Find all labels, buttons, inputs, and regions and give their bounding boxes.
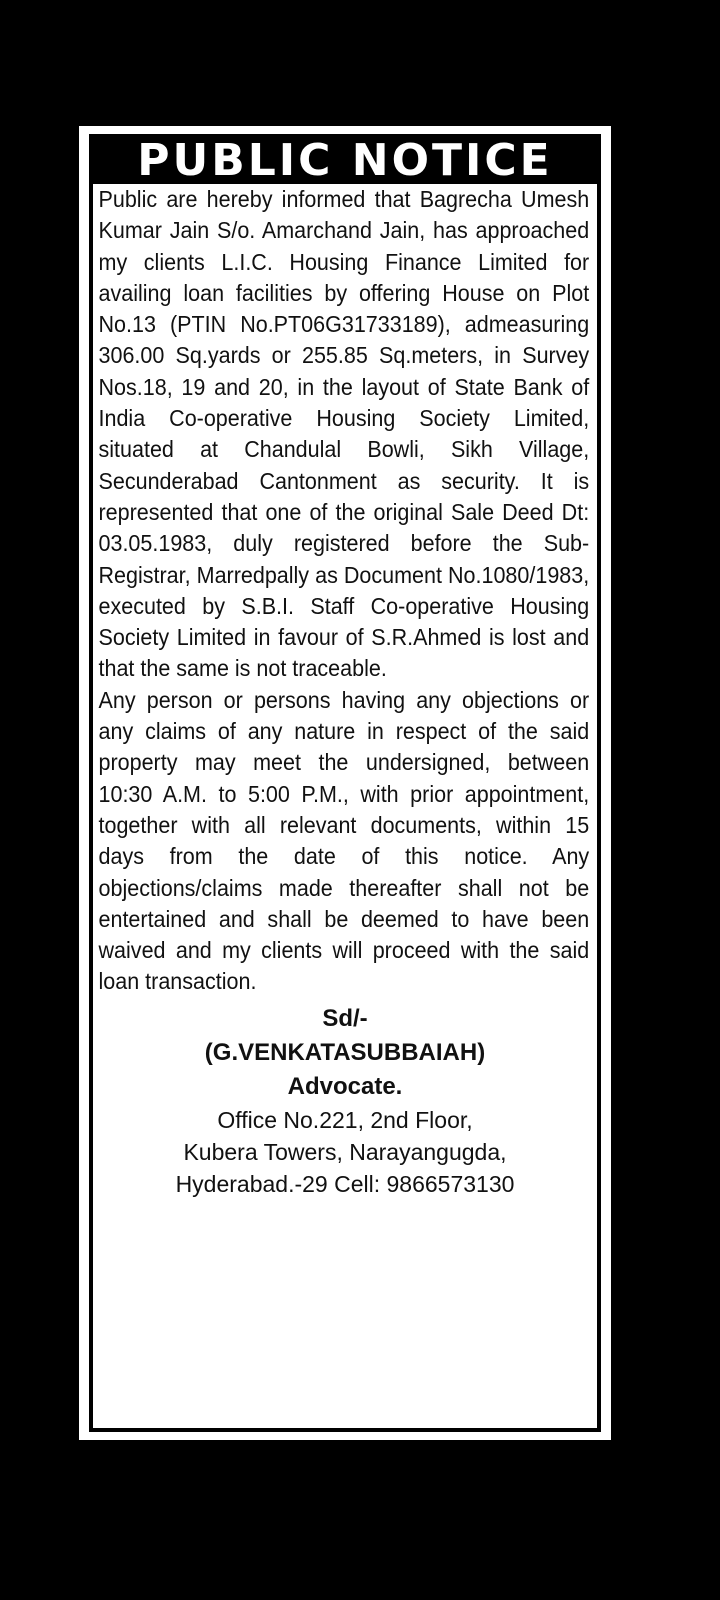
notice-paragraph-2: Any person or persons having any objections or any claims of any nature in respect of the said property may meet the undersigned, between 10:30 A.M. to 5:00 P.M., with prior appointment, together with all relevant documents, within 15 days from the date of this notice. Any objections/claims made thereafter shall not be entertained and shall be deemed to have been waived and my clients will proceed with the said loan transaction. [98,686,590,995]
notice-title: PUBLIC NOTICE [93,138,597,184]
signature-block [93,1002,597,1200]
address-line-3: Hyderabad.-29 Cell: 9866573130 [175,1170,515,1197]
public-notice [79,126,611,1440]
notice-paragraph-1: Public are hereby informed that Bagrecha Umesh Kumar Jain S/o. Amarchand Jain, has approached my clients L.I.C. Housing Finance Limited for availing loan facilities by offering House on Plot No.13 (PTIN No.PT06G31733189), admeasuring 306.00 Sq.yards or 255.85 Sq.meters, in Survey Nos.18, 19 and 20, in the layout of State Bank of India Co-operative Housing Society Limited, situated at Chandulal Bowli, Sikh Village, Secunderabad Cantonment as security. It is represented that one of the original Sale Deed Dt: 03.05.1983, duly registered before the Sub-Registrar, Marredpally as Document No.1080/1983, executed by S.B.I. Staff Co-operative Housing Society Limited in favour of S.R.Ahmed is lost and that the same is not traceable. [98,186,590,682]
address-line-2: Kubera Towers, Narayangugda, [183,1138,507,1165]
signature-sd: Sd/- [322,1004,368,1032]
address-line-1: Office No.221, 2nd Floor, [217,1106,473,1133]
notice-frame [89,134,601,1432]
advocate-designation: Advocate. [287,1072,403,1100]
notice-body [93,184,597,998]
advocate-name: (G.VENKATASUBBAIAH) [204,1038,486,1066]
